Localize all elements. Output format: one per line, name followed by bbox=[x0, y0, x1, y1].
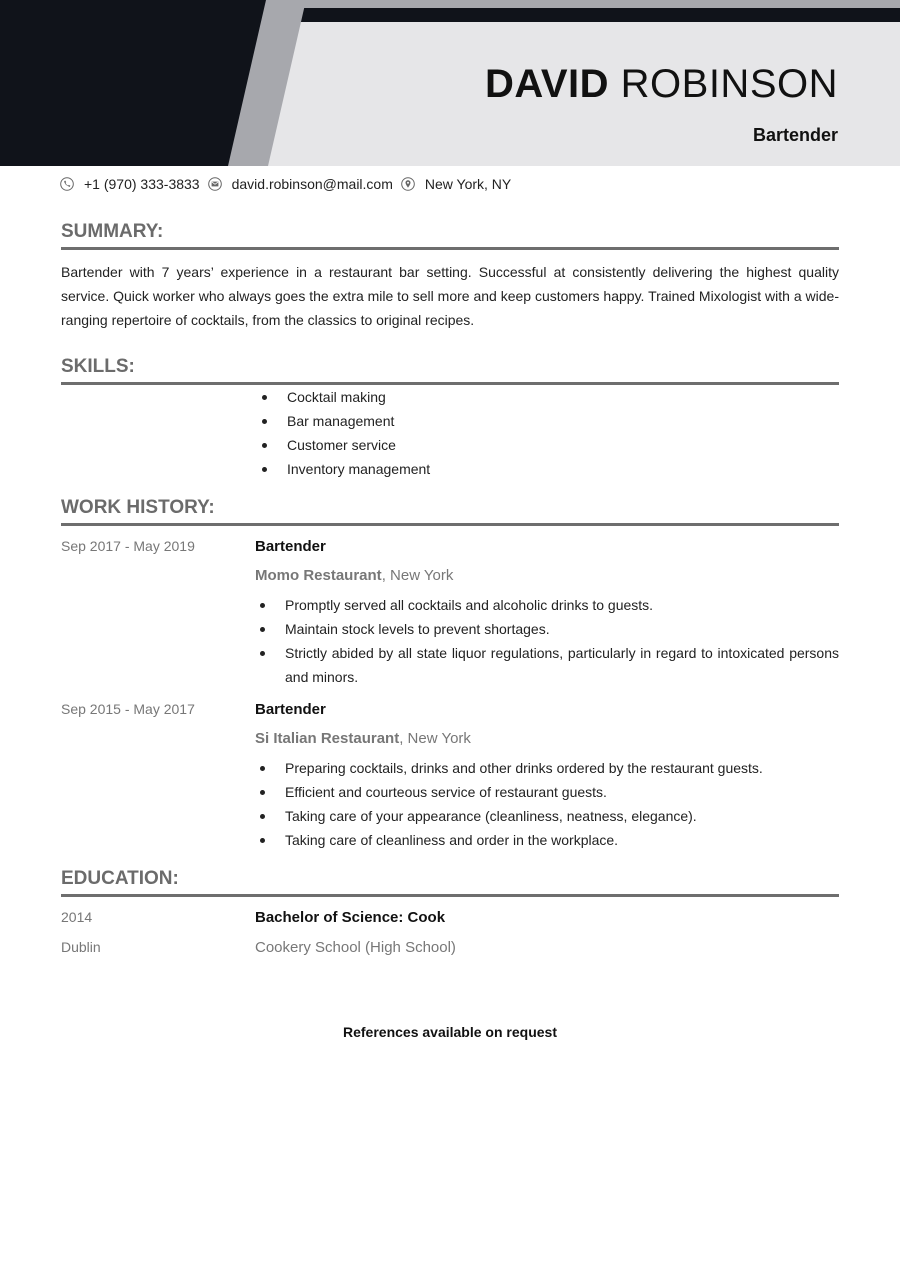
summary-text: Bartender with 7 years’ experience in a restaurant bar setting. Successful at consistently delivering the highest quality service. Quick worker who always goes the extra mile to sell more and keep customers happy. Trained Mixologist with a wide-ranging repertoire of cocktails, from the classics to original recipes. bbox=[61, 264, 839, 328]
skills-list bbox=[287, 385, 430, 481]
duty-item: Preparing cocktails, drinks and other drinks ordered by the restaurant guests. bbox=[285, 756, 839, 780]
resume-header bbox=[0, 0, 900, 166]
job-duties bbox=[285, 593, 839, 689]
summary-divider bbox=[61, 247, 839, 250]
job-dates: Sep 2017 - May 2019 bbox=[61, 538, 195, 554]
skill-item: Customer service bbox=[287, 433, 430, 457]
company-name: Si Italian Restaurant bbox=[255, 730, 400, 747]
education-school: Cookery School (High School) bbox=[255, 939, 456, 956]
summary-heading: SUMMARY: bbox=[61, 221, 164, 242]
work-history-divider bbox=[61, 523, 839, 526]
education-degree: Bachelor of Science: Cook bbox=[255, 909, 446, 926]
duty-item: Maintain stock levels to prevent shortages. bbox=[285, 617, 839, 641]
education-divider bbox=[61, 894, 839, 897]
phone-icon bbox=[60, 177, 74, 191]
company-name: Momo Restaurant bbox=[255, 567, 382, 584]
email-address: david.robinson@mail.com bbox=[231, 176, 393, 192]
duty-item: Strictly abided by all state liquor regulations, particularly in regard to intoxicated persons and minors. bbox=[285, 641, 839, 689]
work-history-heading: WORK HISTORY: bbox=[61, 497, 215, 518]
job-company bbox=[255, 730, 471, 747]
email-icon bbox=[208, 177, 222, 191]
job-title: Bartender bbox=[255, 538, 326, 555]
skill-item: Inventory management bbox=[287, 457, 430, 481]
references-note: References available on request bbox=[343, 1024, 557, 1040]
contact-line bbox=[60, 176, 519, 192]
skill-item: Bar management bbox=[287, 409, 430, 433]
company-location: , New York bbox=[381, 567, 454, 584]
location-icon bbox=[401, 177, 415, 191]
first-name: DAVID bbox=[485, 62, 610, 106]
skills-heading: SKILLS: bbox=[61, 356, 135, 377]
skill-item: Cocktail making bbox=[287, 385, 430, 409]
skills-divider bbox=[61, 382, 839, 385]
job-role: Bartender bbox=[752, 125, 838, 145]
phone-number: +1 (970) 333-3833 bbox=[84, 176, 200, 192]
candidate-name bbox=[485, 62, 838, 107]
job-title: Bartender bbox=[255, 701, 326, 718]
duty-item: Promptly served all cocktails and alcoholic drinks to guests. bbox=[285, 593, 839, 617]
education-place: Dublin bbox=[61, 939, 101, 955]
job-dates: Sep 2015 - May 2017 bbox=[61, 701, 195, 717]
location: New York, NY bbox=[424, 176, 512, 192]
education-year: 2014 bbox=[61, 909, 93, 925]
company-location: , New York bbox=[399, 730, 471, 747]
job-duties bbox=[285, 756, 839, 852]
last-name: ROBINSON bbox=[620, 62, 838, 106]
duty-item: Taking care of your appearance (cleanliness, neatness, elegance). bbox=[285, 804, 839, 828]
job-company bbox=[255, 567, 453, 584]
duty-item: Taking care of cleanliness and order in the workplace. bbox=[285, 828, 839, 852]
education-heading: EDUCATION: bbox=[61, 868, 179, 889]
duty-item: Efficient and courteous service of restaurant guests. bbox=[285, 780, 839, 804]
